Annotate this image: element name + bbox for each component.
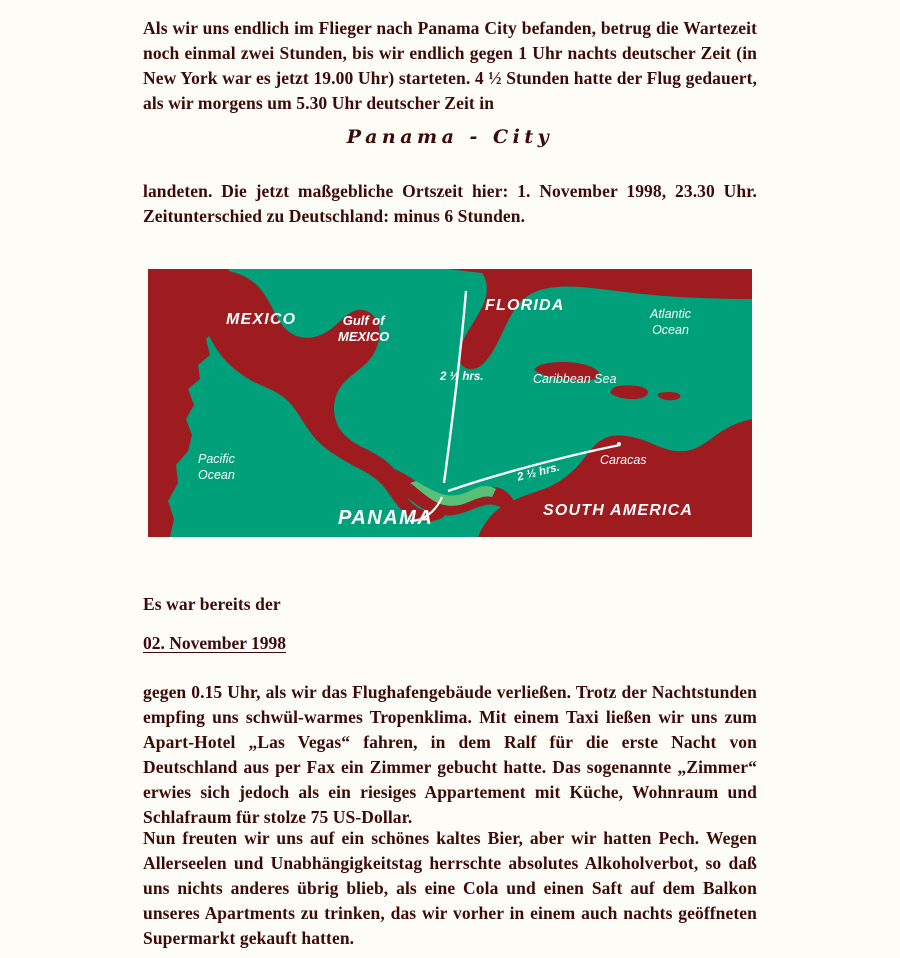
date-heading: 02. November 1998 — [143, 633, 287, 653]
map-label-flight-leg-2-duration: 2 ½ hrs. — [516, 461, 562, 484]
map-label-south-america: SOUTH AMERICA — [543, 502, 694, 519]
map-label-pacific-ocean: Pacific Ocean — [198, 452, 235, 482]
paragraph-hotel-arrival: gegen 0.15 Uhr, als wir das Flughafengebäude verließen. Trotz der Nachtstunden empfing uns schwül-warmes Tropenklima. Mit einem Taxi ließen wir uns zum Apart-Hotel „Las Vegas“ fahren, in dem Ralf für die erste Nacht von Deutschland aus per Fax ein Zimmer gebucht hatte. Das sogenannte „Zimmer“ erwies sich jedoch als ein riesiges Appartement mit Küche, Wohnraum und Schlafraum für stolze 75 US-Dollar. — [143, 682, 757, 827]
paragraph-it-was-already: Es war bereits der — [143, 594, 281, 614]
map-label-panama: PANAMA — [338, 507, 434, 529]
map-label-gulf-of-mexico: Gulf of MEXICO — [338, 313, 390, 344]
map-label-caribbean-sea: Caribbean Sea — [533, 372, 617, 386]
map-label-caracas: Caracas — [600, 453, 647, 467]
map-graphic — [148, 269, 752, 537]
caracas-city-dot — [617, 442, 621, 446]
map-label-mexico: MEXICO — [226, 311, 297, 328]
map-label-flight-leg-1-duration: 2 ½ hrs. — [440, 371, 484, 383]
city-heading: Panama - City — [346, 126, 554, 148]
map-figure-central-america — [148, 269, 752, 537]
paragraph-flight-to-panama: Als wir uns endlich im Flieger nach Panama City befanden, betrug die Wartezeit noch einmal zwei Stunden, bis wir endlich gegen 1 Uhr nachts deutscher Zeit (in New York war es jetzt 19.00 Uhr) starteten. 4 ½ Stunden hatte der Flug gedauert, als wir morgens um 5.30 Uhr deutscher Zeit in — [143, 18, 757, 113]
map-label-florida: FLORIDA — [485, 297, 565, 314]
paragraph-alcohol-ban: Nun freuten wir uns auf ein schönes kaltes Bier, aber wir hatten Pech. Wegen Allerseelen und Unabhängigkeitstag herrschte absolutes Alkoholverbot, so daß uns nichts anderes übrig blieb, als eine Cola und einen Saft auf dem Balkon unseres Apartments zu trinken, das wir vorher in einem auch nachts geöffneten Supermarkt gekauft hatten. — [143, 828, 757, 948]
paragraph-local-time: landeten. Die jetzt maßgebliche Ortszeit hier: 1. November 1998, 23.30 Uhr. Zeitunterschied zu Deutschland: minus 6 Stunden. — [143, 181, 757, 226]
map-label-atlantic-ocean: Atlantic Ocean — [650, 307, 691, 337]
